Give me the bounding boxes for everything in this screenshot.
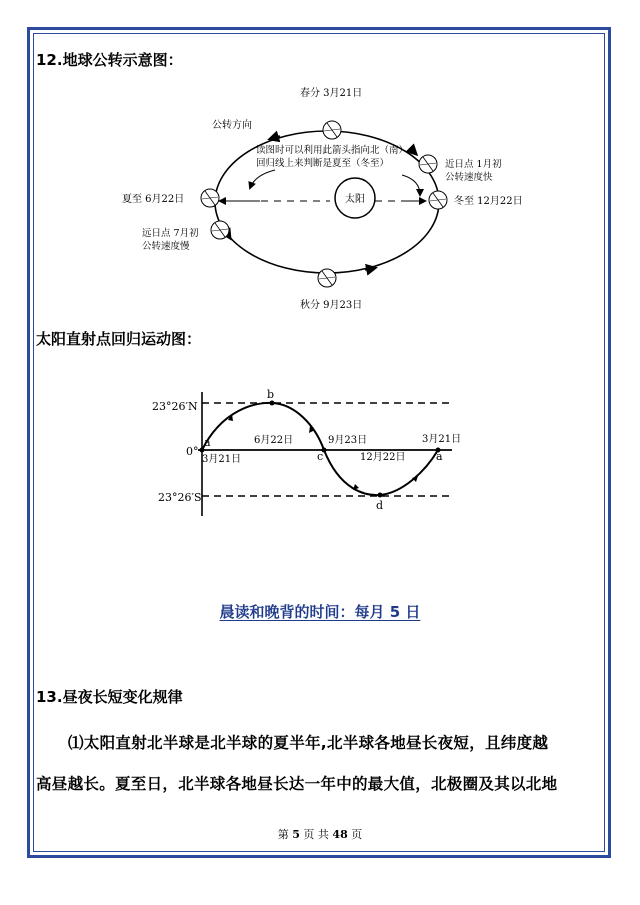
paragraph-line-2: 高昼越长。夏至日，北半球各地昼长达一年中的最大值，北极圈及其以北地 — [36, 775, 558, 793]
reading-time-banner — [0, 601, 640, 622]
footer-pre: 第 — [277, 828, 289, 841]
orbit-direction-arrow-2 — [410, 148, 416, 154]
point-a-label: a — [204, 436, 211, 449]
paragraph-line-1: ⑴太阳直射北半球是北半球的夏半年,北半球各地昼长夜短，且纬度越 — [68, 734, 549, 752]
footer-mid: 页 共 — [303, 828, 329, 841]
south-tropic-label: 23°26′S — [158, 491, 202, 504]
sun-movement-diagram — [150, 380, 470, 520]
earth-summer — [201, 189, 219, 207]
zero-label: 0° — [186, 445, 199, 458]
spring-label: 春分 3月21日 — [300, 88, 363, 99]
date-mar2-label: 3月21日 — [422, 434, 462, 445]
point-b-label: b — [267, 388, 275, 401]
orbit-diagram — [120, 80, 530, 320]
point-b-dot — [270, 401, 275, 406]
date-mar-label: 3月21日 — [202, 454, 242, 465]
reading-time-text: 晨读和晚背的时间：每月 5 日 — [219, 603, 421, 621]
sun-label: 太阳 — [345, 194, 365, 205]
note-arrow-right — [402, 175, 420, 195]
point-d-dot — [378, 493, 383, 498]
section-13-title: 13.昼夜长短变化规律 — [36, 688, 183, 706]
north-tropic-label: 23°26′N — [152, 400, 198, 413]
page-footer — [0, 826, 640, 842]
perihelion-line-1: 近日点 1月初 — [445, 159, 502, 170]
footer-total-pages: 48 — [332, 828, 348, 841]
earth-aphelion — [211, 221, 229, 239]
summer-label: 夏至 6月22日 — [122, 194, 185, 205]
note-line-1: 读图时可以利用此箭头指向北（南） — [256, 145, 409, 156]
point-d-label: d — [376, 499, 384, 512]
point-c-label: c — [317, 450, 324, 463]
footer-page-number: 5 — [292, 828, 300, 841]
sine-curve — [202, 403, 438, 495]
perihelion-line-2: 公转速度快 — [445, 172, 493, 183]
aphelion-line-2: 公转速度慢 — [142, 241, 190, 252]
section-12-title: 12.地球公转示意图： — [36, 51, 183, 69]
direction-label: 公转方向 — [212, 120, 252, 131]
footer-post: 页 — [351, 828, 363, 841]
winter-label: 冬至 12月22日 — [454, 196, 523, 207]
note-line-2: 回归线上来判断是夏至（冬至） — [256, 158, 390, 169]
aphelion-line-1: 远日点 7月初 — [142, 228, 199, 239]
sun-movement-title: 太阳直射点回归运动图： — [36, 330, 202, 348]
note-arrow-left — [250, 170, 275, 188]
date-sep-label: 9月23日 — [328, 435, 368, 446]
date-dec-label: 12月22日 — [360, 452, 406, 463]
earth-autumn — [318, 269, 336, 287]
earth-winter — [429, 191, 447, 209]
earth-spring — [323, 121, 341, 139]
point-a2-label: a — [436, 450, 443, 463]
autumn-label: 秋分 9月23日 — [300, 300, 363, 311]
date-jun-label: 6月22日 — [254, 435, 294, 446]
earth-perihelion — [419, 155, 437, 173]
